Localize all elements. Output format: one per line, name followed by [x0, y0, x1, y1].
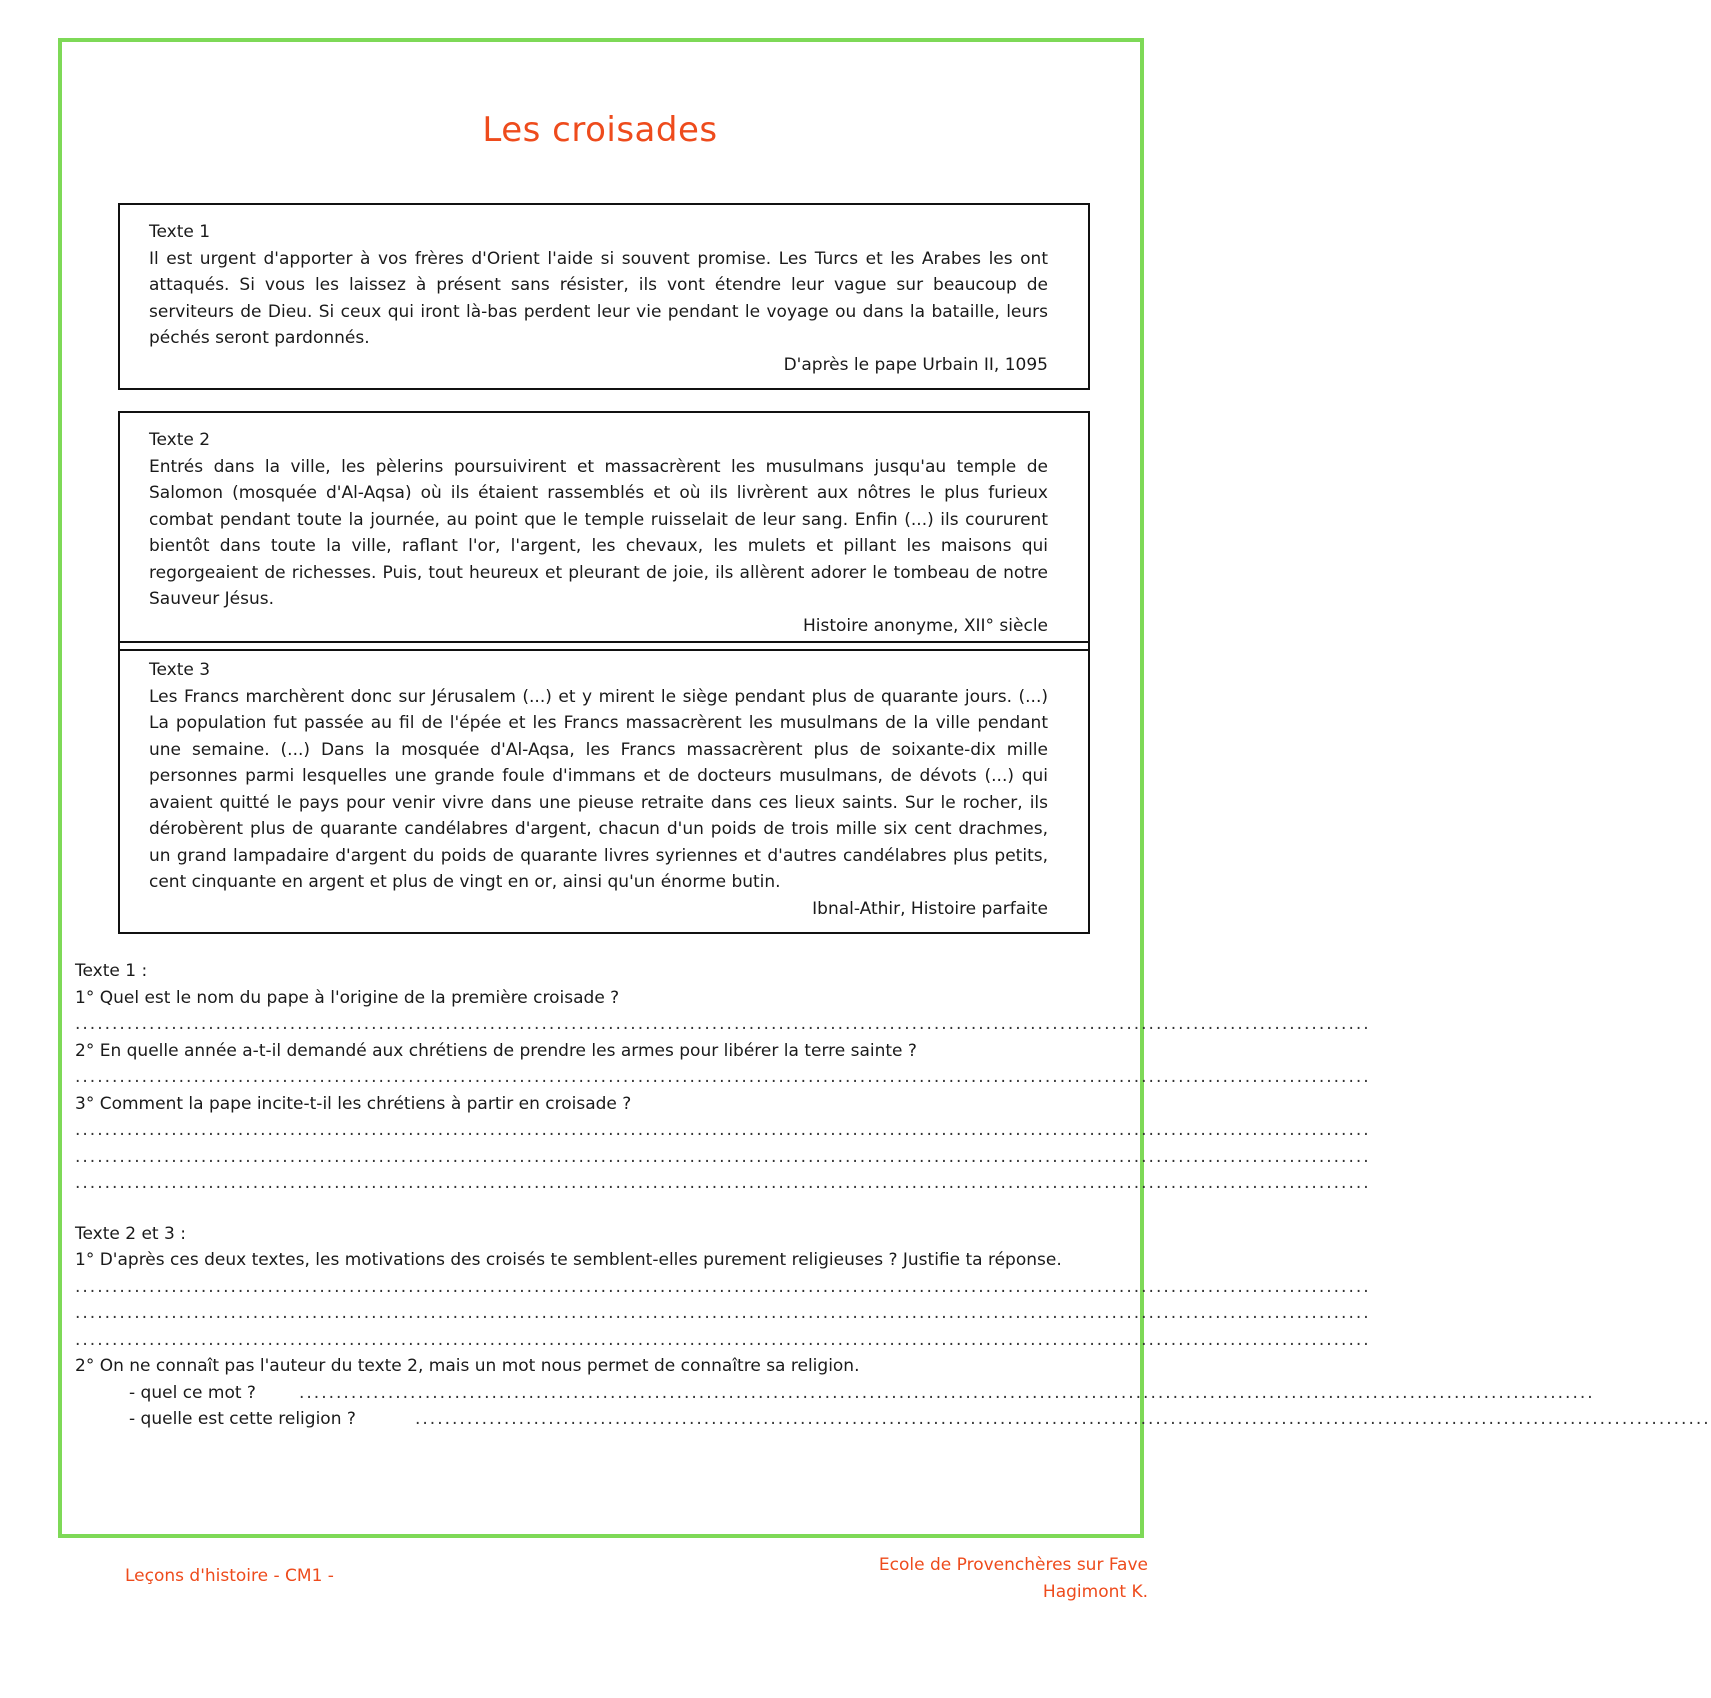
- text-body: Les Francs marchèrent donc sur Jérusalem (...) et y mirent le siège pendant plus de quarante jours. (...) La population fut passée au fil de l'épée et les Francs massacrèrent les musulmans de la ville pendant une semaine. (...) Dans la mosquée d'Al-Aqsa, les Francs massacrèrent plus de soixante-dix mille personnes parmi lesquelles une grande foule d'immans et de docteurs musulmans, de dévots (...) qui avaient quitté le pays pour venir vivre dans une pieuse retraite dans ces lieux saints. Sur le rocher, ils dérobèrent plus de quarante candélabres d'argent, chacun d'un poids de trois mille six cent drachmes, un grand lampadaire d'argent du poids de quarante livres syriennes et d'autres candélabres plus petits, cent cinquante en argent et plus de vingt en or, ainsi qu'un énorme butin.: [149, 686, 1048, 892]
- text-body: Entrés dans la ville, les pèlerins poursuivirent et massacrèrent les musulmans jusqu'au temple de Salomon (mosquée d'Al-Aqsa) où ils étaient rassemblés et où ils livrèrent aux nôtres le plus furieux combat pendant toute la journée, au point que le temple ruisselait de leur sang. Enfin (...) ils coururent bientôt dans toute la ville, raflant l'or, l'argent, les chevaux, les mulets et pillant les maisons qui regorgeaient de richesses. Puis, tout heureux et pleurant de joie, ils allèrent adorer le tombeau de notre Sauveur Jésus.: [149, 456, 1048, 609]
- sub-question-1: [75, 1380, 1595, 1407]
- footer-school: [879, 1552, 1148, 1606]
- question-5: 2° On ne connaît pas l'auteur du texte 2, mais un mot nous permet de connaître sa religion.: [75, 1356, 860, 1376]
- answer-line[interactable]: ...............................................................................................................................................................................: [75, 1146, 1371, 1167]
- text-box-2: [118, 411, 1090, 651]
- answer-line[interactable]: ...............................................................................................................................................................................: [75, 1067, 1371, 1087]
- questions-section: [75, 958, 1711, 1433]
- answer-line[interactable]: ...............................................................................................................................................................................: [75, 1014, 1371, 1034]
- answer-line[interactable]: ...............................................................................................................................................................................: [75, 1303, 1371, 1323]
- page-title: Les croisades: [482, 110, 718, 150]
- text-label: Texte 3: [149, 660, 211, 680]
- text-source: Ibnal-Athir, Histoire parfaite: [812, 898, 1048, 919]
- question-group-heading: Texte 2 et 3 :: [75, 1223, 186, 1244]
- sub-question-2: [75, 1406, 1711, 1433]
- question-3: 3° Comment la pape incite-t-il les chrétiens à partir en croisade ?: [75, 1093, 632, 1114]
- text-source: D'après le pape Urbain II, 1095: [783, 354, 1048, 375]
- answer-line[interactable]: ...............................................................................................................................................................................: [75, 1276, 1371, 1297]
- answer-line[interactable]: ...............................................................................................................................................................................: [415, 1409, 1711, 1429]
- question-group-heading: Texte 1 :: [75, 961, 148, 981]
- footer-course: Leçons d'histoire - CM1 -: [125, 1566, 334, 1586]
- answer-line[interactable]: ...............................................................................................................................................................................: [75, 1329, 1371, 1350]
- answer-line[interactable]: ...............................................................................................................................................................................: [75, 1173, 1371, 1193]
- question-2: 2° En quelle année a-t-il demandé aux chrétiens de prendre les armes pour libérer la terre sainte ?: [75, 1040, 917, 1061]
- footer-school-name: Ecole de Provenchères sur Fave: [878, 1555, 1148, 1575]
- footer-author: Hagimont K.: [1042, 1582, 1148, 1602]
- answer-line[interactable]: ...............................................................................................................................................................................: [75, 1120, 1371, 1140]
- sub-question-label: - quelle est cette religion ?: [129, 1409, 356, 1429]
- text-box-3: [118, 641, 1090, 934]
- text-label: Texte 1: [149, 222, 211, 242]
- text-label: Texte 2: [149, 430, 211, 450]
- text-box-1: [118, 203, 1090, 390]
- question-4: 1° D'après ces deux textes, les motivations des croisés te semblent-elles purement religieuses ? Justifie ta réponse.: [75, 1250, 1062, 1270]
- text-source: Histoire anonyme, XII° siècle: [802, 615, 1048, 636]
- question-1: 1° Quel est le nom du pape à l'origine de la première croisade ?: [75, 987, 620, 1008]
- sub-question-label: - quel ce mot ?: [129, 1382, 256, 1403]
- text-body: Il est urgent d'apporter à vos frères d'Orient l'aide si souvent promise. Les Turcs et les Arabes les ont attaqués. Si vous les laissez à présent sans résister, ils vont étendre leur vague sur beaucoup de serviteurs de Dieu. Si ceux qui iront là-bas perdent leur vie pendant le voyage ou dans la bataille, leurs péchés seront pardonnés.: [149, 248, 1048, 348]
- answer-line[interactable]: ...............................................................................................................................................................................: [299, 1382, 1595, 1403]
